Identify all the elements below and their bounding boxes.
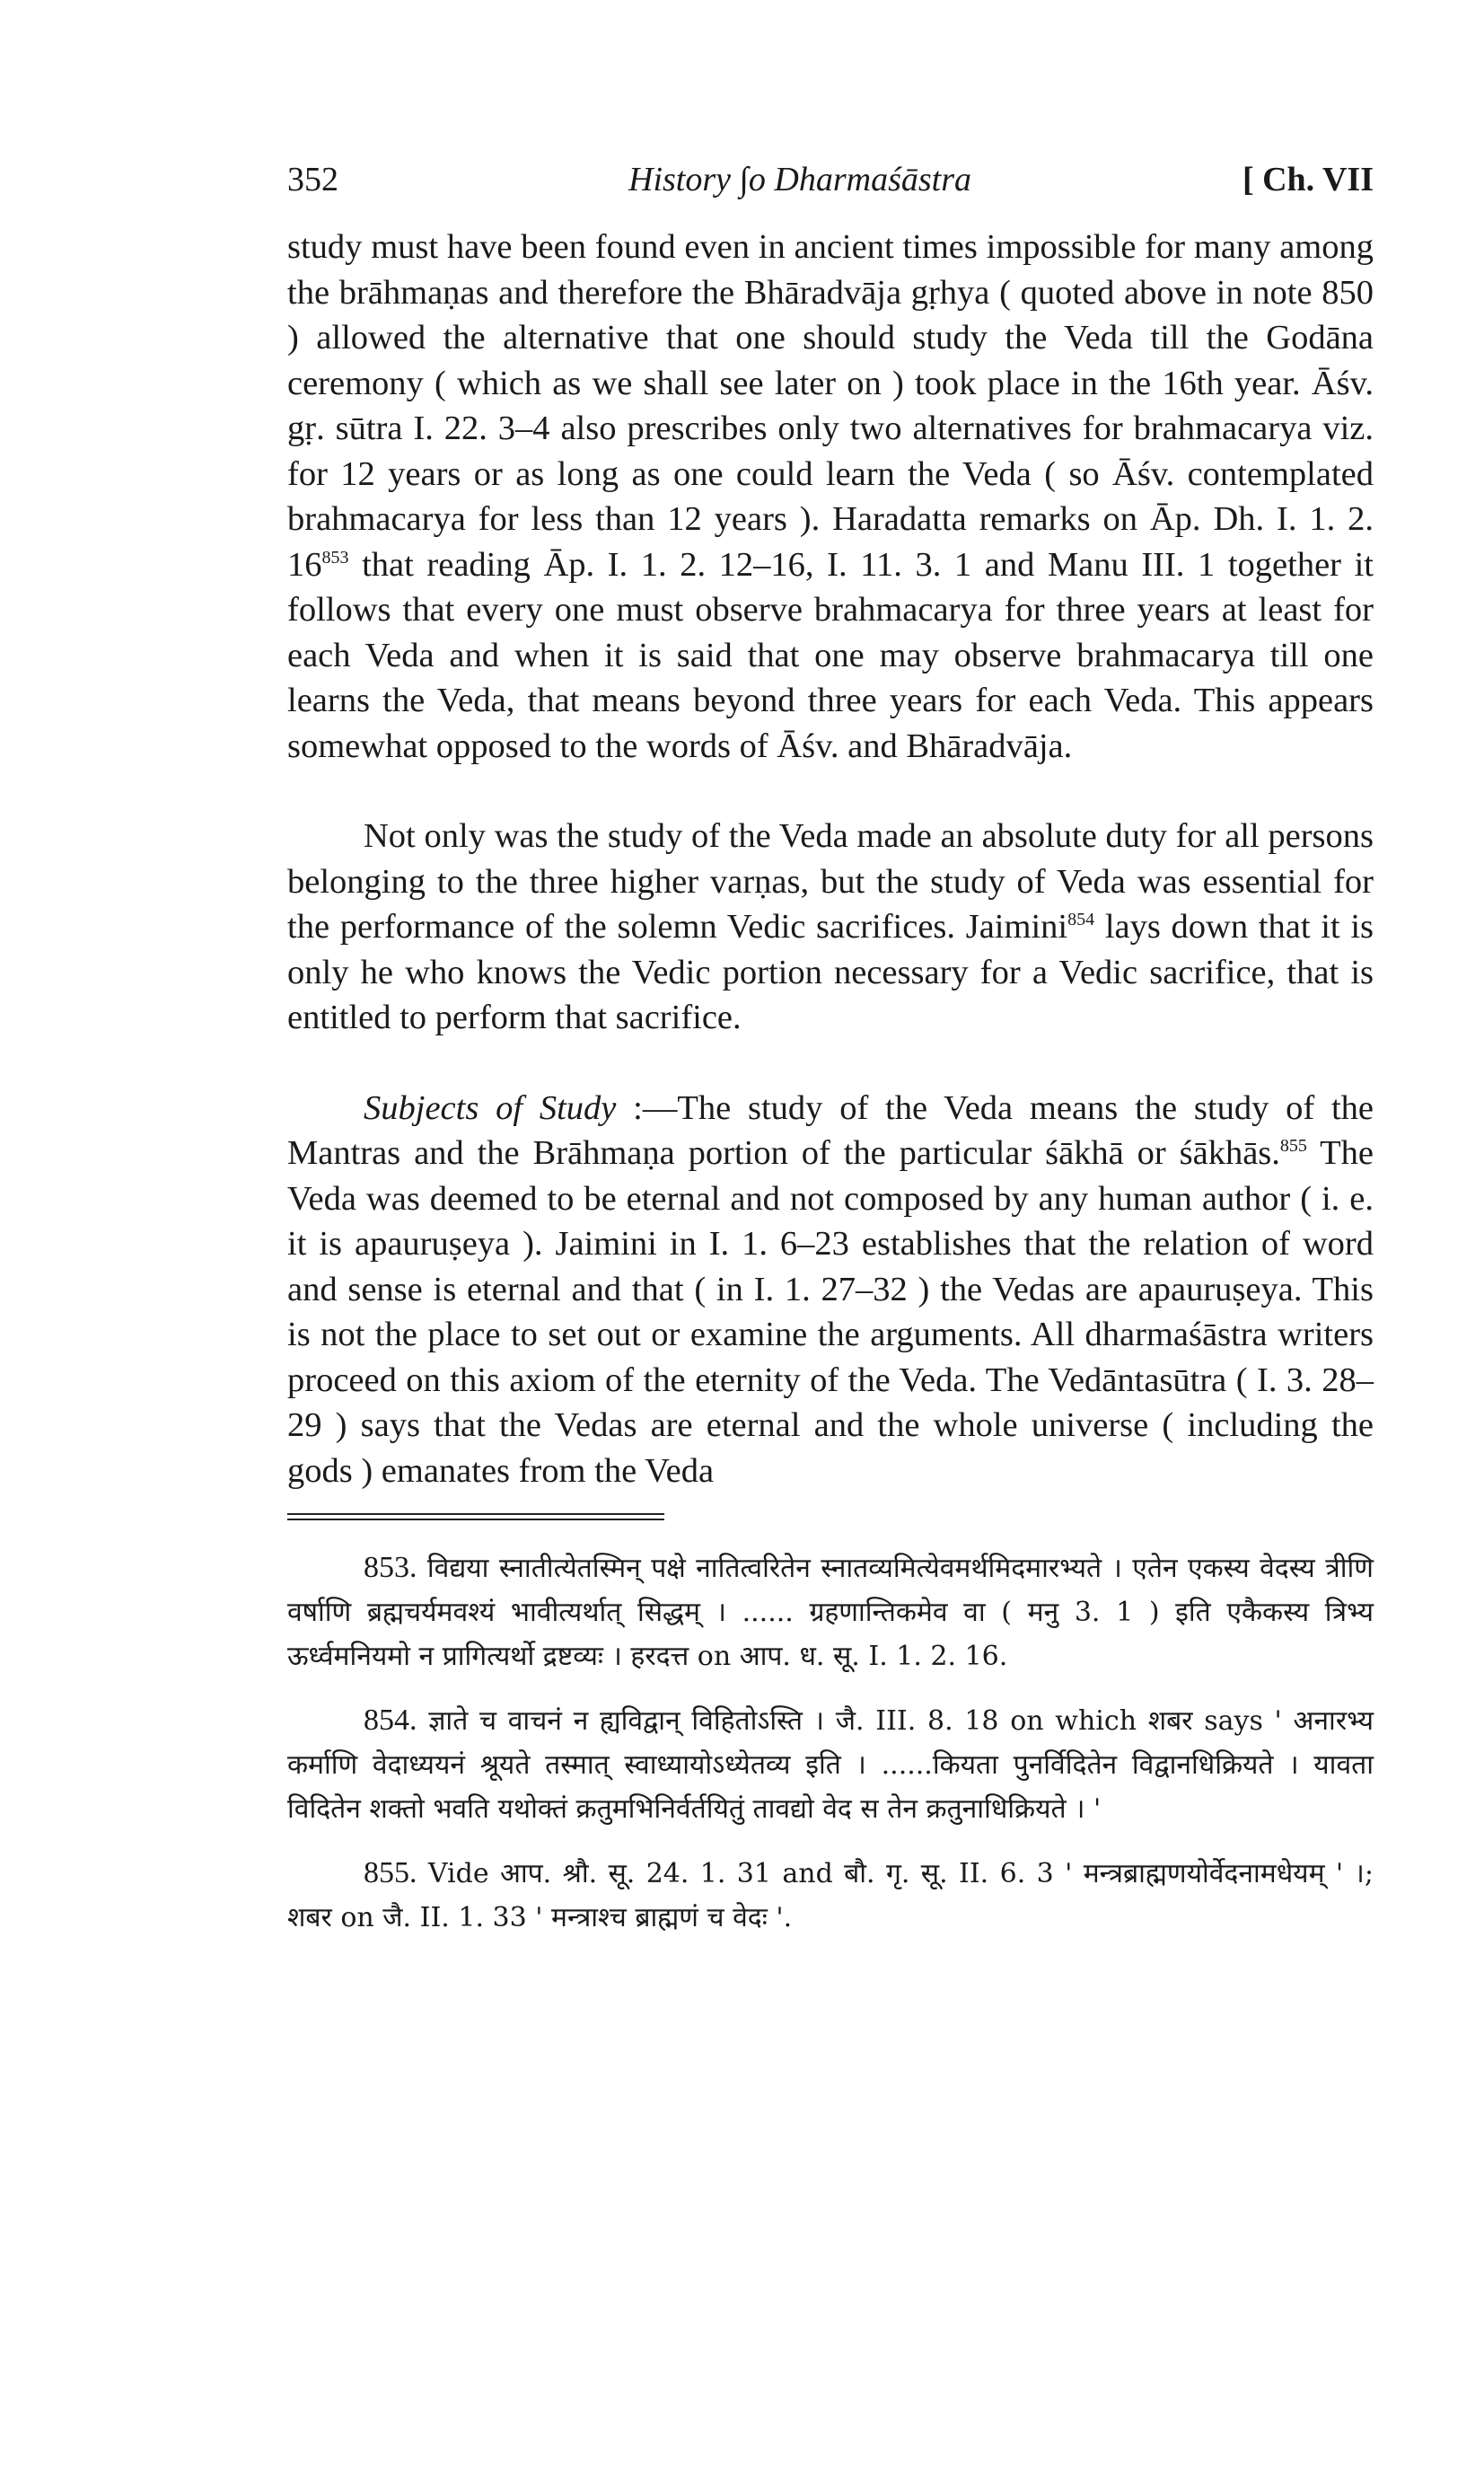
chapter-label: [ Ch. VII bbox=[1242, 161, 1374, 198]
footnotes bbox=[287, 1545, 1374, 1940]
paragraph-3-lead: :—The study of the Veda means the study of the Mantras and the Brāhmaṇa portion of the particular śākhā or śākhās. bbox=[287, 1088, 1374, 1172]
running-header bbox=[287, 153, 1374, 207]
book-page bbox=[287, 153, 1374, 1959]
paragraph-1-lead: study must have been found even in ancient times impossible for many among the brāhmaṇas and therefore the Bhāradvāja gṛhya ( quoted above in note 850 ) allowed the alternative that one should study the Veda till the Godāna ceremony ( which as we shall see later on ) took place in the 16th year. Āśv. gṛ. sūtra I. 22. 3–4 also prescribes only two alternatives for brahmacarya viz. for 12 years or as long as one could learn the Veda ( so Āśv. contemplated brahmacarya for less than 12 years ). Haradatta remarks on Āp. Dh. I. 1. 2. 16 bbox=[287, 228, 1374, 584]
section-subhead: Subjects of Study bbox=[364, 1088, 617, 1127]
footnote-divider bbox=[287, 1513, 664, 1520]
footnote-number: 853. bbox=[364, 1551, 417, 1584]
footnote-text: विद्यया स्नातीत्येतस्मिन् पक्षे नातित्वरितेन स्नातव्यमित्येवमर्थमिदमारभ्यते । एतेन एकस्य वेदस्य त्रीणि वर्षाणि ब्रह्मचर्यमवश्यं भावीत्यर्थात् सिद्धम् । ...... ग्रहणान्तिकमेव वा ( मनु 3. 1 ) इति एकैकस्य त्रिभ्य ऊर्ध्वमनियमो न प्रागित्यर्थो द्रष्टव्यः । हरदत्त on आप. ध. सू. I. 1. 2. 16. bbox=[287, 1553, 1374, 1672]
footnote-ref-855: 855 bbox=[1279, 1136, 1307, 1157]
footnote-text: ज्ञाते च वाचनं न ह्यविद्वान् विहितोऽस्ति । जै. III. 8. 18 on which शबर says ' अनारभ्य कर्माणि वेदाध्ययनं श्रूयते तस्मात् स्वाध्यायोऽध्येतव्य इति । ......कियता पुनर्विदितेन विद्वानधिक्रियते । यावता विदितेन शक्तो भवति यथोक्तं क्रतुमभिनिर्वर्तयितुं तावद्यो वेद स तेन क्रतुनाधिक्रियते । ' bbox=[287, 1705, 1374, 1825]
footnote-text: Vide आप. श्रौ. सू. 24. 1. 31 and बौ. गृ. सू. II. 6. 3 ' मन्त्रब्राह्मणयोर्वेदनामधेयम् ' ।; शबर on जै. II. 1. 33 ' मन्त्राश्च ब्राह्मणं च वेदः '. bbox=[287, 1858, 1374, 1933]
footnote-853 bbox=[287, 1545, 1374, 1678]
page-number: 352 bbox=[287, 161, 338, 198]
footnote-number: 854. bbox=[364, 1704, 417, 1737]
footnote-ref-854: 854 bbox=[1067, 910, 1095, 930]
paragraph-2-lead: Not only was the study of the Veda made an absolute duty for all persons belonging to the three higher varṇas, but the study of Veda was essential for the performance of the solemn Vedic sacrifices. Jaimini bbox=[287, 817, 1374, 946]
paragraph-3-tail: The Veda was deemed to be eternal and not composed by any human author ( i. e. it is apauruṣeya ). Jaimini in I. 1. 6–23 establishes that the relation of word and sense is eternal and that ( in I. 1. 27–32 ) the Vedas are apauruṣeya. This is not the place to set out or examine the arguments. All dharmaśāstra writers proceed on this axiom of the eternity of the Veda. The Vedāntasūtra ( I. 3. 28–29 ) says that the Vedas are eternal and the whole universe ( including the gods ) emanates from the Veda bbox=[287, 1134, 1374, 1490]
footnote-number: 855. bbox=[364, 1856, 417, 1889]
running-title: History ∫o Dharmaśāstra bbox=[628, 161, 972, 198]
paragraph-1 bbox=[287, 225, 1374, 769]
footnote-854 bbox=[287, 1698, 1374, 1831]
paragraph-3 bbox=[287, 1086, 1374, 1494]
paragraph-1-tail: that reading Āp. I. 1. 2. 12–16, I. 11. 3. 1 and Manu III. 1 together it follows that every one must observe brahmacarya for three years at least for each Veda and when it is said that one may observe brahmacarya till one learns the Veda, that means beyond three years for each Veda. This appears somewhat opposed to the words of Āśv. and Bhāradvāja. bbox=[287, 545, 1374, 765]
body-text bbox=[287, 225, 1374, 1493]
paragraph-2 bbox=[287, 814, 1374, 1041]
paragraph-2-tail: lays down that it is only he who knows the Vedic portion necessary for a Vedic sacrifice, that is entitled to perform that sacrifice. bbox=[287, 908, 1374, 1036]
footnote-855 bbox=[287, 1851, 1374, 1940]
footnote-ref-853: 853 bbox=[321, 547, 349, 568]
